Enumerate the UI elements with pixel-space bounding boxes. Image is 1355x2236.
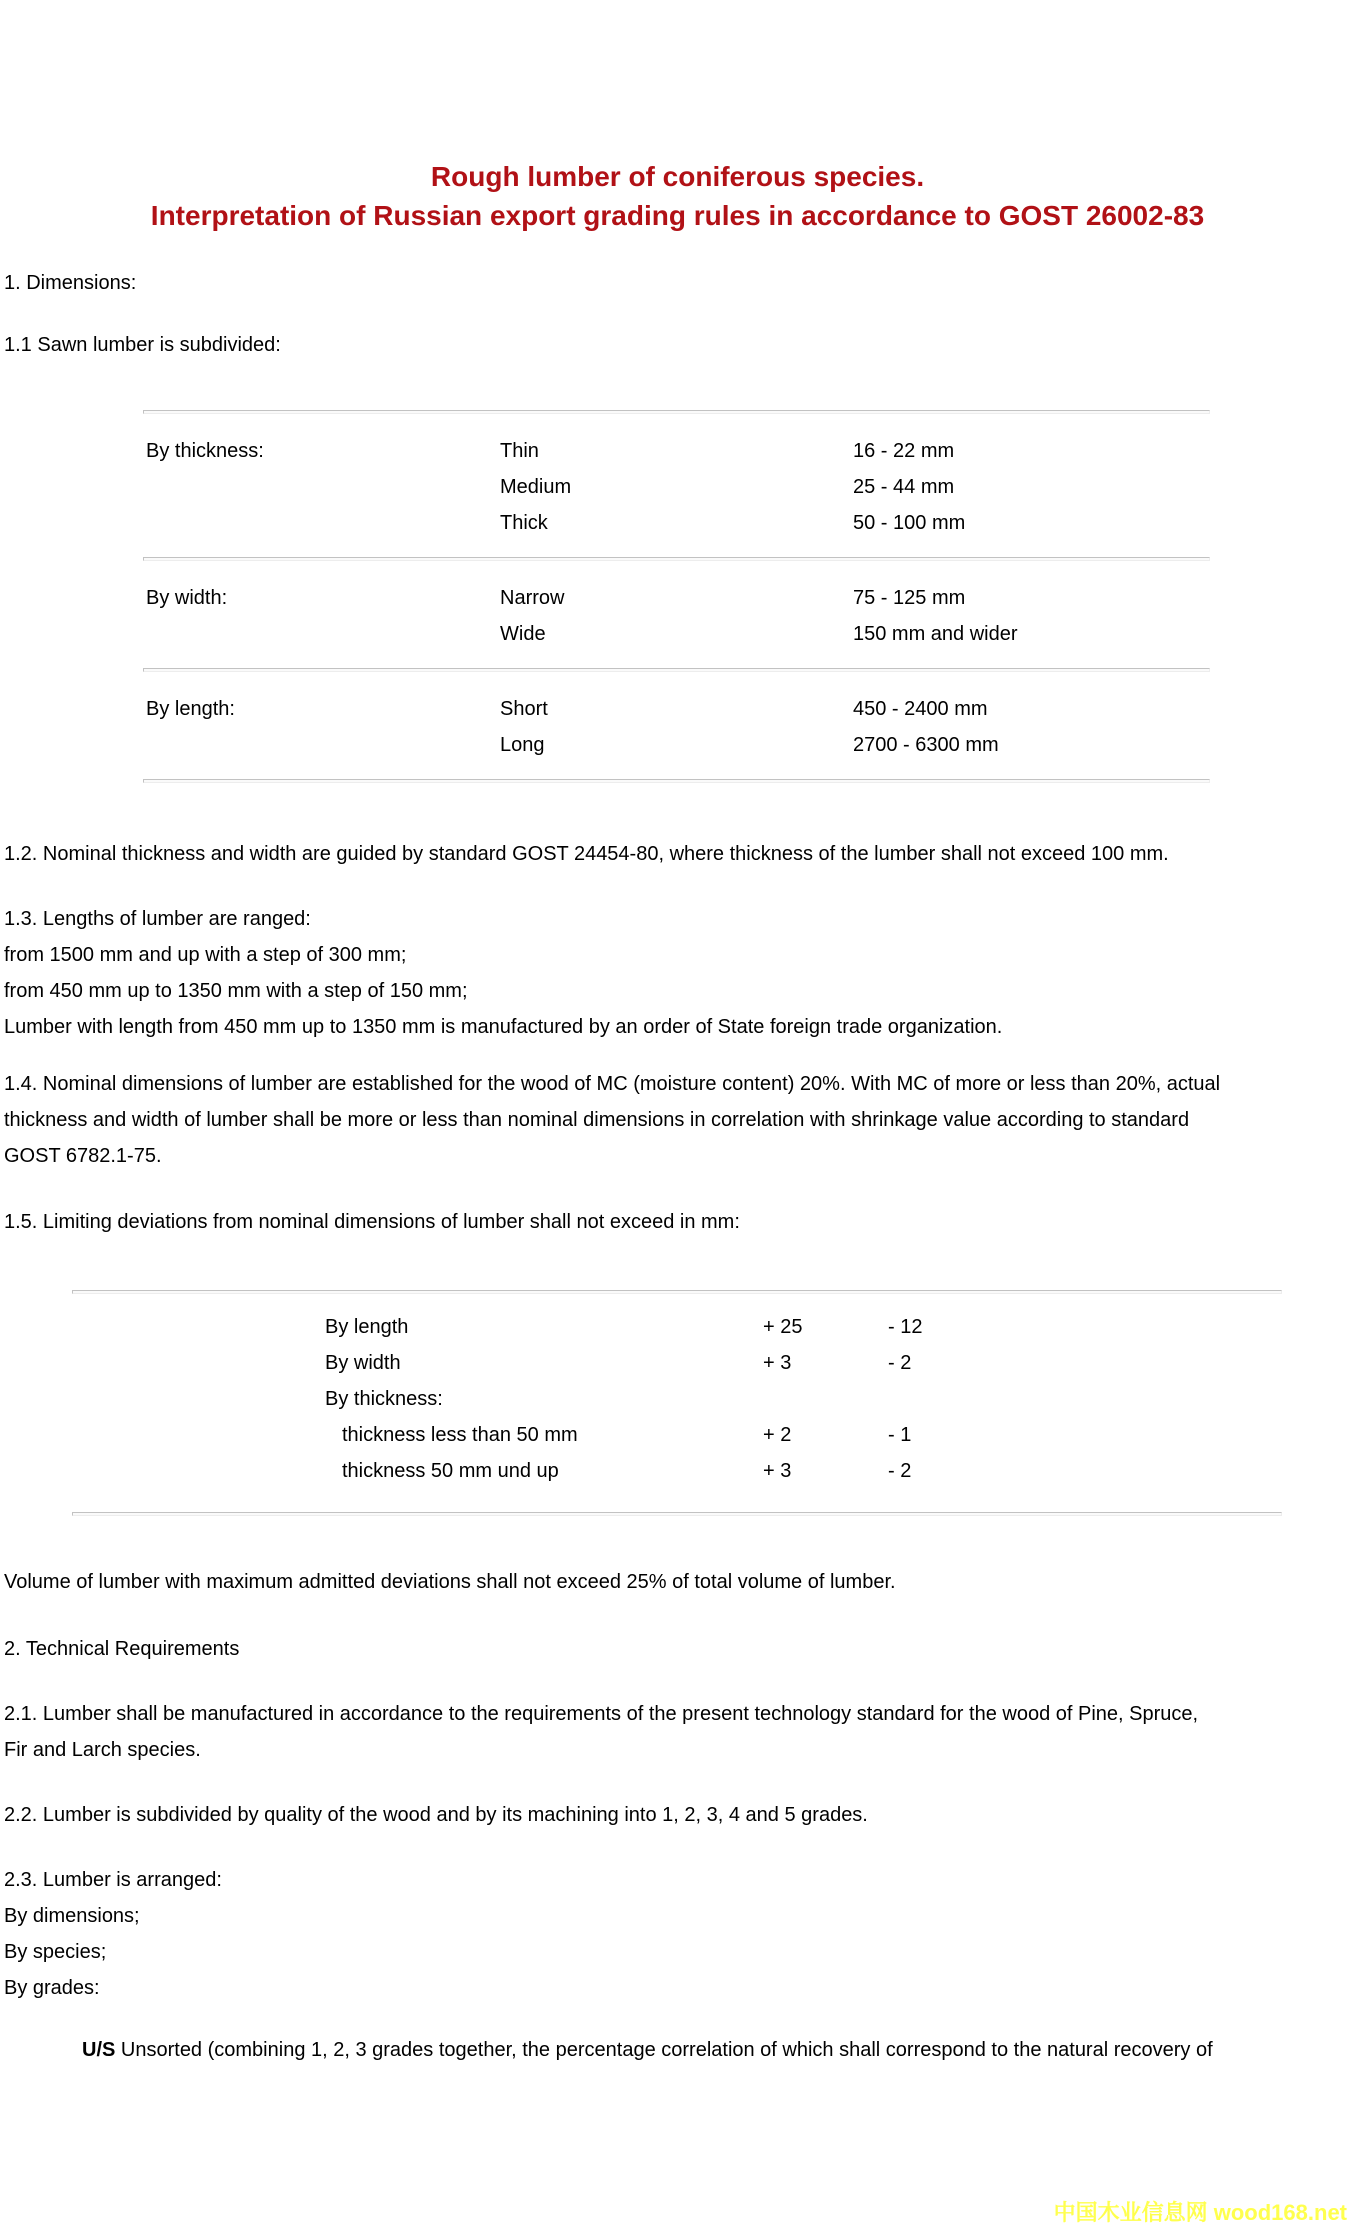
dimension-range-value: 2700 - 6300 mm — [853, 734, 999, 756]
length-step-item: from 450 mm up to 1350 mm with a step of 150 mm; — [4, 980, 468, 1002]
deviation-plus-value: + 25 — [763, 1316, 803, 1338]
paragraph-2-3-heading: 2.3. Lumber is arranged: — [4, 1869, 222, 1891]
dimensions-group-thickness — [143, 414, 1210, 557]
table-row — [72, 1453, 1282, 1489]
dimension-class-label: Thick — [500, 512, 548, 534]
paragraph-2-1-line: 2.1. Lumber shall be manufactured in accordance to the requirements of the present technology standard for the wood of Pine, Spruce, — [4, 1703, 1199, 1725]
paragraph-1-4-line: thickness and width of lumber shall be more or less than nominal dimensions in correlation with shrinkage value according to standard — [4, 1109, 1190, 1131]
dimension-category-label: By width: — [146, 587, 228, 609]
arranged-item: By grades: — [4, 1977, 100, 1999]
deviation-plus-value: + 3 — [763, 1460, 792, 1482]
deviation-label: By length — [325, 1316, 409, 1338]
dimension-range-value: 75 - 125 mm — [853, 587, 966, 609]
us-grade-text: Unsorted (combining 1, 2, 3 grades together, the percentage correlation of which shall correspond to the natural recovery of — [120, 2039, 1213, 2061]
dimension-class-label: Long — [500, 734, 545, 756]
paragraph-2-1 — [4, 1696, 1351, 1768]
deviation-plus-value: + 3 — [763, 1352, 792, 1374]
us-grade-label: U/S — [82, 2039, 116, 2061]
paragraph-2-1-line: Fir and Larch species. — [4, 1739, 201, 1761]
deviation-minus-value: - 12 — [888, 1316, 923, 1338]
dimension-category-label: By thickness: — [146, 440, 264, 462]
deviation-label: thickness less than 50 mm — [342, 1424, 578, 1446]
dimension-class-label: Thin — [500, 440, 539, 462]
length-note: Lumber with length from 450 mm up to 1350 mm is manufactured by an order of State foreign trade organization. — [4, 1016, 1003, 1038]
page-title-line1: Rough lumber of coniferous species. — [430, 161, 925, 192]
arranged-item: By species; — [4, 1941, 107, 1963]
table-row — [72, 1345, 1282, 1381]
dimension-class-label: Short — [500, 698, 548, 720]
section-1-1-heading: 1.1 Sawn lumber is subdivided: — [4, 334, 281, 356]
dimensions-table — [143, 410, 1210, 783]
paragraph-1-2: 1.2. Nominal thickness and width are guided by standard GOST 24454-80, where thickness of the lumber shall not exceed 100 mm. — [4, 843, 1169, 865]
section-2-heading: 2. Technical Requirements — [4, 1638, 240, 1660]
deviation-label: By thickness: — [325, 1388, 443, 1410]
paragraph-1-4-line: 1.4. Nominal dimensions of lumber are established for the wood of MC (moisture content) 20%. With MC of more or less than 20%, actual — [4, 1073, 1221, 1095]
dimension-class-label: Wide — [500, 623, 546, 645]
deviation-minus-value: - 2 — [888, 1352, 912, 1374]
table-row — [143, 691, 1210, 727]
table-row — [72, 1309, 1282, 1345]
paragraph-1-4 — [4, 1066, 1351, 1174]
dimensions-group-length — [143, 672, 1210, 779]
page-title-line2: Interpretation of Russian export grading rules in accordance to GOST 26002-83 — [150, 200, 1205, 231]
deviation-plus-value — [763, 1381, 888, 1417]
table-row — [143, 616, 1210, 652]
length-step-item: from 1500 mm and up with a step of 300 mm; — [4, 944, 407, 966]
arranged-item: By dimensions; — [4, 1905, 140, 1927]
watermark: 中国木业信息网 wood168.net — [1053, 2200, 1347, 2225]
dimension-range-value: 25 - 44 mm — [853, 476, 955, 498]
paragraph-us-grade — [4, 2032, 1351, 2068]
table-row — [143, 727, 1210, 763]
deviation-minus-value: - 2 — [888, 1460, 912, 1482]
table-row — [143, 433, 1210, 469]
dimensions-group-width — [143, 561, 1210, 668]
dimension-category-label: By length: — [146, 698, 235, 720]
section-1-heading: 1. Dimensions: — [4, 272, 137, 294]
paragraph-volume: Volume of lumber with maximum admitted deviations shall not exceed 25% of total volume of lumber. — [4, 1571, 896, 1593]
paragraph-1-4-line: GOST 6782.1-75. — [4, 1145, 162, 1167]
page-title — [4, 157, 1351, 235]
dimension-range-value: 50 - 100 mm — [853, 512, 966, 534]
deviation-minus-value — [888, 1381, 1282, 1417]
table-row — [143, 505, 1210, 541]
dimension-class-label: Medium — [500, 476, 572, 498]
table-rule — [143, 779, 1210, 783]
paragraph-2-2: 2.2. Lumber is subdivided by quality of the wood and by its machining into 1, 2, 3, 4 and 5 grades. — [4, 1804, 868, 1826]
deviation-plus-value: + 2 — [763, 1424, 792, 1446]
table-row — [143, 469, 1210, 505]
deviation-label: By width — [325, 1352, 401, 1374]
dimension-range-value: 16 - 22 mm — [853, 440, 955, 462]
deviation-minus-value: - 1 — [888, 1424, 912, 1446]
dimension-class-label: Narrow — [500, 587, 565, 609]
dimension-range-value: 150 mm and wider — [853, 623, 1018, 645]
block-2-3 — [4, 1862, 1351, 2006]
table-row — [72, 1381, 1282, 1417]
table-row — [143, 580, 1210, 616]
table-rule — [72, 1512, 1282, 1516]
block-1-3 — [4, 901, 1351, 1045]
paragraph-1-5: 1.5. Limiting deviations from nominal dimensions of lumber shall not exceed in mm: — [4, 1211, 740, 1233]
dimension-range-value: 450 - 2400 mm — [853, 698, 988, 720]
deviation-label: thickness 50 mm und up — [342, 1460, 559, 1482]
table-row — [72, 1417, 1282, 1453]
paragraph-1-3-heading: 1.3. Lengths of lumber are ranged: — [4, 908, 311, 930]
deviations-table — [72, 1290, 1282, 1516]
